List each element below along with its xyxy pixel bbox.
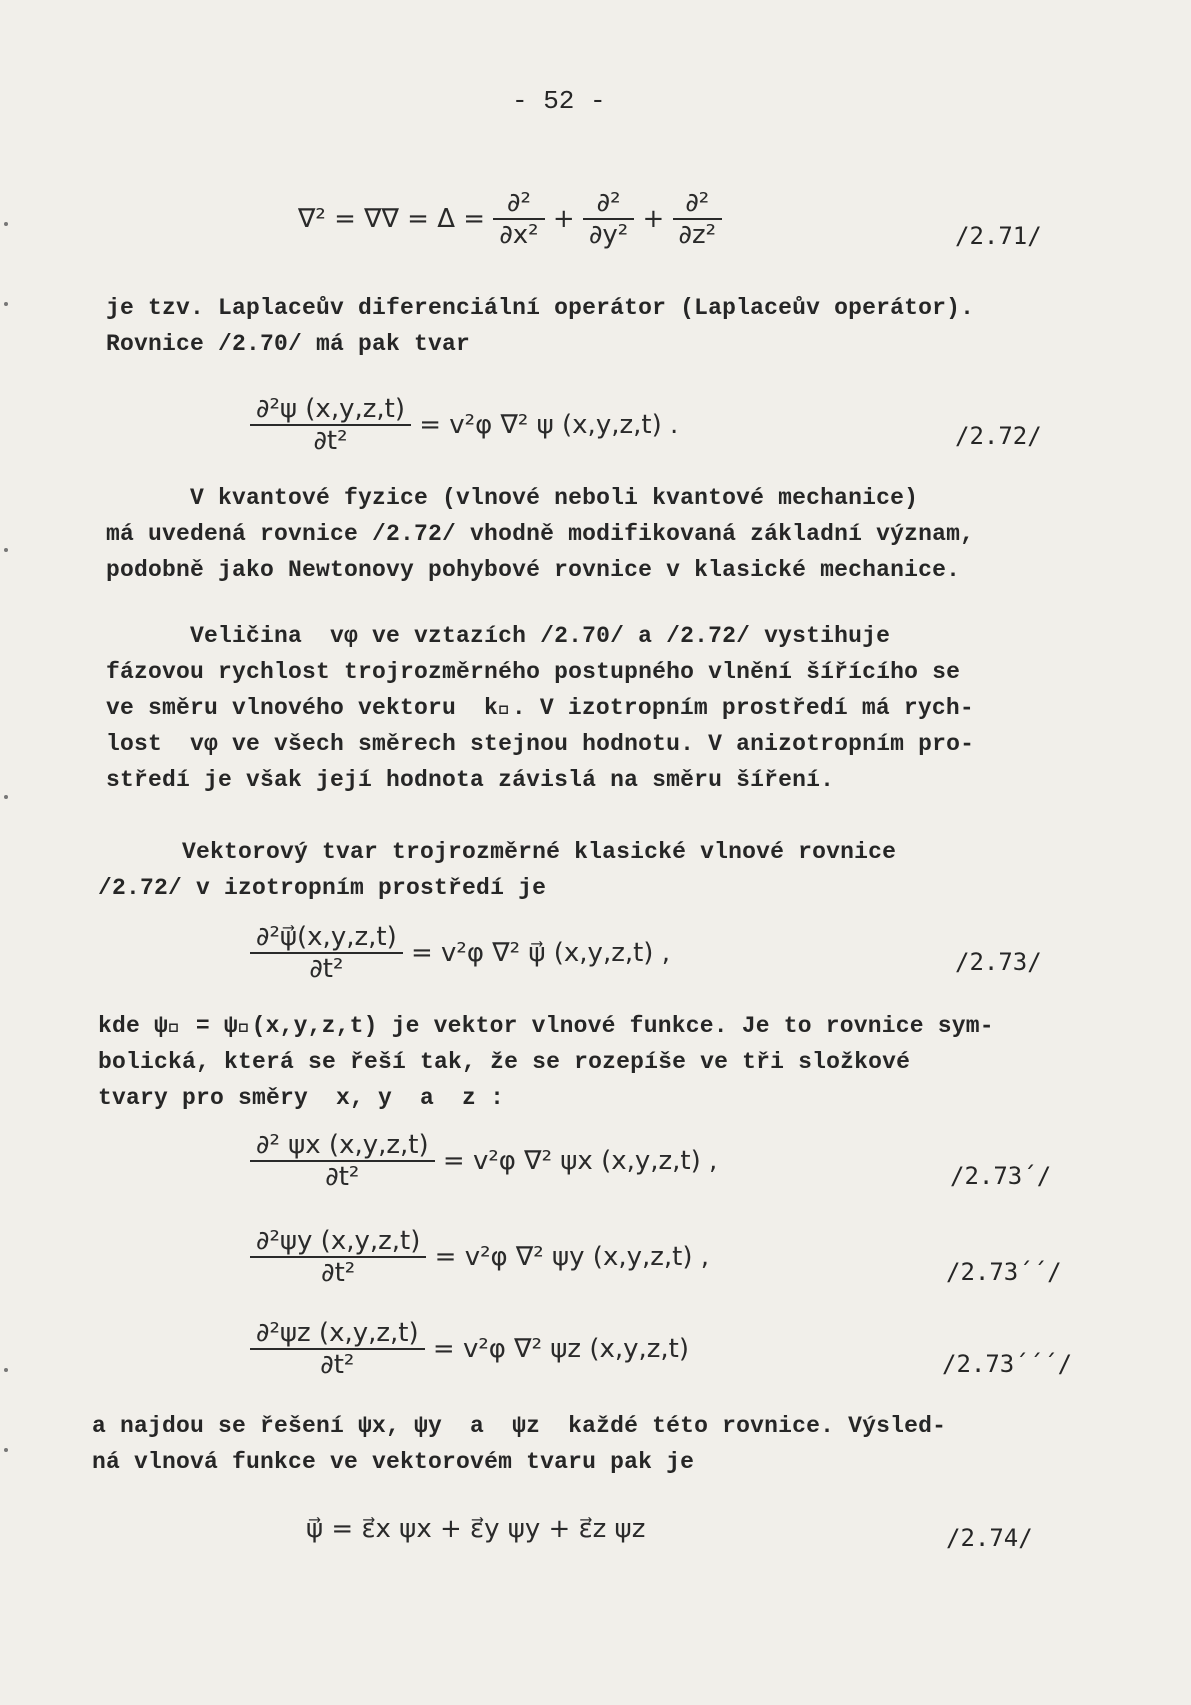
eq-2-71-lhs: ∇² = ∇∇ = Δ = [298,204,486,234]
fraction: $\frac{\text{∂²ψ (x,y,z,t)}}{\text{∂t²}}$ [250,394,411,456]
equation-2-74: ψ⃗ = ε⃗x ψx + ε⃗y ψy + ε⃗z ψz [306,1514,646,1544]
fraction: $\frac{\text{∂²ψ⃗(x,y,z,t)}}{\text{∂t²}}$ [250,922,403,984]
margin-dot [4,222,8,226]
fraction: $\frac{\text{∂²ψz (x,y,z,t)}}{\text{∂t²}}$ [250,1318,425,1380]
eq-rhs: = v²φ ∇² ψx (x,y,z,t) , [442,1146,718,1176]
equation-2-72 [250,394,678,456]
equation-label: /2.73/ [955,948,1042,976]
equation-label: /2.73´/ [950,1162,1052,1190]
margin-dot [4,548,8,552]
fraction: $\frac{\text{∂²ψy (x,y,z,t)}}{\text{∂t²}}$ [250,1226,426,1288]
equation-2-71: ∇² = ∇∇ = Δ = $\frac{\text{∂²}}{\text{∂x²}}$ + $\frac{\text{∂²}}{\text{∂y²}}$ + $\frac{\text{∂²}}{\text{∂z²}}$ [298,188,722,250]
equation-label: /2.72/ [955,422,1042,450]
fraction: $\frac{\text{∂²}}{\text{∂x²}}$ [493,188,544,250]
fraction: $\frac{\text{∂² ψx (x,y,z,t)}}{\text{∂t²}}$ [250,1130,435,1192]
paragraph: a najdou se řešení ψx, ψy a ψz každé této rovnice. Výsled- ná vlnová funkce ve vektorovém tvaru pak je [92,1413,947,1475]
margin-dot [4,1368,8,1372]
margin-dot [4,302,8,306]
paragraph: je tzv. Laplaceův diferenciální operátor (Laplaceův operátor). Rovnice /2.70/ má pak tvar [106,295,975,357]
margin-dot [4,1448,8,1452]
eq-rhs: = v²φ ∇² ψ⃗ (x,y,z,t) , [410,938,670,968]
paragraph: kde ψ⃗ = ψ⃗(x,y,z,t) je vektor vlnové funkce. Je to rovnice sym- bolická, která se řeší tak, že se rozepíše ve tři složkové tvary pro směry x, y a z : [98,1013,994,1111]
equation-2-73b [250,1226,709,1288]
eq-rhs: = v²φ ∇² ψ (x,y,z,t) . [419,410,679,440]
paragraph: Vektorový tvar trojrozměrné klasické vlnové rovnice /2.72/ v izotropním prostředí je [98,839,897,901]
equation-2-73 [250,922,670,984]
paragraph: V kvantové fyzice (vlnové neboli kvantové mechanice) má uvedená rovnice /2.72/ vhodně modifikovaná základní význam, podobně jako Newtonovy pohybové rovnice v klasické mechanice. [106,485,975,583]
fraction: $\frac{\text{∂²}}{\text{∂z²}}$ [673,188,723,250]
equation-label: /2.73´´´/ [942,1350,1073,1378]
page-number: - 52 - [512,86,606,116]
equation-2-73c [250,1318,689,1380]
paragraph: Veličina vφ ve vztazích /2.70/ a /2.72/ vystihuje fázovou rychlost trojrozměrného postupného vlnění šířícího se ve směru vlnového vektoru k⃗. V izotropním prostředí má rych- lost vφ ve všech směrech stejnou hodnotu. V anizotropním pro- středí je však její hodnota závislá na směru šíření. [106,623,975,793]
equation-label: /2.74/ [946,1524,1033,1552]
eq-rhs: = v²φ ∇² ψy (x,y,z,t) , [434,1242,710,1272]
margin-dot [4,795,8,799]
equation-label: /2.71/ [955,222,1042,250]
eq-rhs: = v²φ ∇² ψz (x,y,z,t) [432,1334,690,1364]
equation-label: /2.73´´/ [946,1258,1062,1286]
equation-2-73a [250,1130,717,1192]
fraction: $\frac{\text{∂²}}{\text{∂y²}}$ [583,188,634,250]
